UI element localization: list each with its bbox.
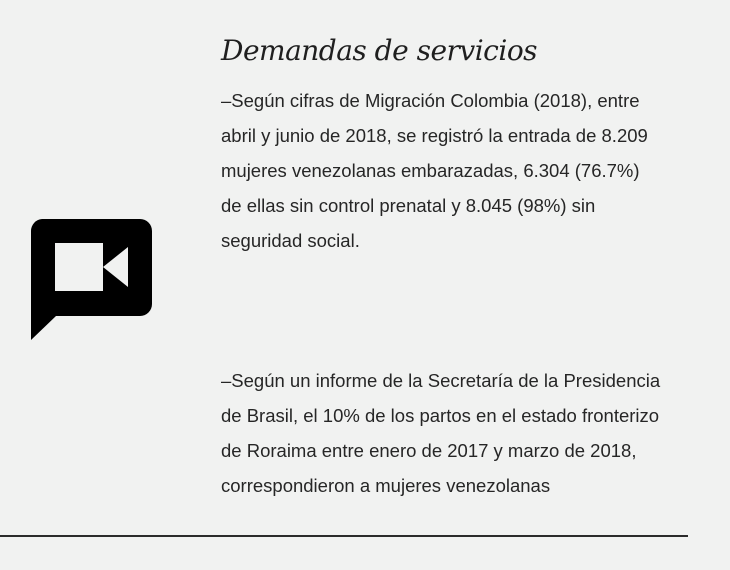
section-heading: Demandas de servicios	[221, 34, 538, 67]
paragraph-migracion-colombia: –Según cifras de Migración Colombia (2018), entre abril y junio de 2018, se registró la entrada de 8.209 mujeres venezolanas embarazadas, 6.304 (76.7%) de ellas sin control prenatal y 8.045 (98%) sin seguridad social.	[221, 90, 648, 251]
divider	[0, 535, 688, 537]
video-chat-icon	[30, 218, 153, 340]
paragraph-roraima-brasil: –Según un informe de la Secretaría de la Presidencia de Brasil, el 10% de los partos en el estado fronterizo de Roraima entre enero de 2017 y marzo de 2018, correspondieron a mujeres venezolanas	[221, 370, 661, 496]
